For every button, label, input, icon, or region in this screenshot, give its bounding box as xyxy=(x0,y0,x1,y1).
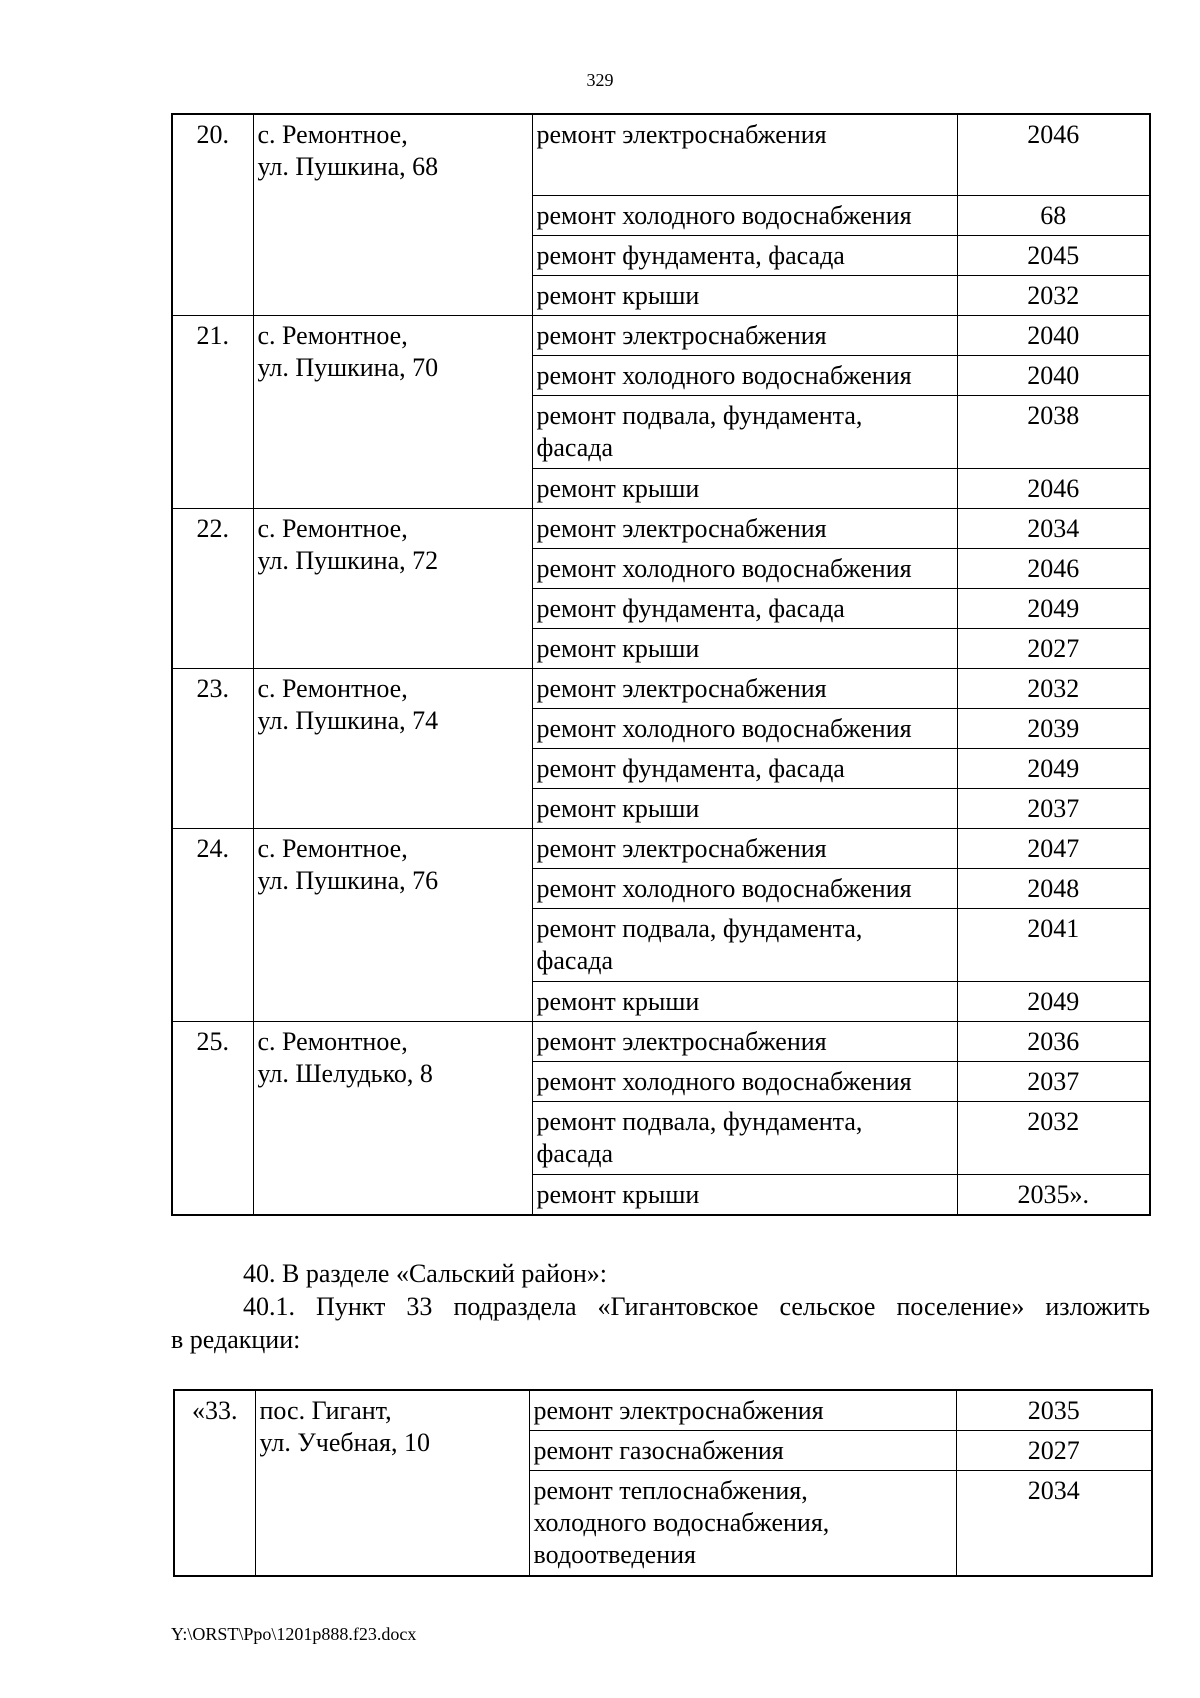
item-number-cell xyxy=(172,828,253,1021)
year-cell xyxy=(957,788,1150,828)
year-value: 2045 xyxy=(1027,240,1080,270)
item-number: 20. xyxy=(196,120,229,149)
work-type-cell xyxy=(532,468,957,508)
year-cell xyxy=(957,315,1150,355)
year-cell xyxy=(957,195,1150,235)
work-type-cell xyxy=(532,235,957,275)
work-type-text: ремонт газоснабжения xyxy=(533,1436,784,1465)
work-type-cell xyxy=(532,588,957,628)
main-table xyxy=(171,113,1151,1216)
file-path-footer: Y:\ORST\Ppo\1201p888.f23.docx xyxy=(171,1624,417,1644)
year-cell xyxy=(957,868,1150,908)
address-locality: с. Ремонтное, xyxy=(257,513,408,543)
address-locality: с. Ремонтное, xyxy=(257,120,408,149)
year-value: 2036 xyxy=(1027,1026,1080,1056)
year-cell xyxy=(957,395,1150,468)
work-type-text: ремонт крыши xyxy=(536,1179,700,1209)
work-type-cell xyxy=(532,1101,957,1174)
work-type-cell xyxy=(532,195,957,235)
replacement-table xyxy=(173,1389,1153,1577)
year-cell xyxy=(957,1101,1150,1174)
year-value: 2027 xyxy=(1027,1436,1080,1465)
year-cell xyxy=(956,1431,1152,1471)
year-cell xyxy=(957,355,1150,395)
address-street: ул. Пушкина, 72 xyxy=(257,545,439,575)
year-value: 2040 xyxy=(1027,320,1080,350)
year-cell xyxy=(957,708,1150,748)
item-number-cell xyxy=(172,114,253,315)
address-street: ул. Шелудько, 8 xyxy=(257,1058,433,1088)
table-row xyxy=(172,1021,1150,1061)
work-type-text: ремонт электроснабжения xyxy=(533,1396,824,1425)
item-number: 21. xyxy=(196,320,229,350)
year-cell xyxy=(956,1471,1152,1576)
address-cell xyxy=(255,1390,529,1576)
address-locality: с. Ремонтное, xyxy=(257,833,408,863)
address-street: ул. Учебная, 10 xyxy=(259,1428,430,1457)
year-value: 2038 xyxy=(1027,400,1080,430)
year-value: 2046 xyxy=(1027,473,1080,503)
work-type-text: ремонт фундамента, фасада xyxy=(536,240,845,270)
work-type-text: ремонт крыши xyxy=(536,986,700,1016)
year-value: 2032 xyxy=(1027,280,1080,310)
year-cell xyxy=(957,588,1150,628)
year-value: 2046 xyxy=(1027,120,1080,149)
year-cell xyxy=(956,1390,1152,1431)
table-row xyxy=(172,508,1150,548)
year-cell xyxy=(957,468,1150,508)
address-street: ул. Пушкина, 68 xyxy=(257,152,439,181)
table-row xyxy=(172,828,1150,868)
year-cell xyxy=(957,908,1150,981)
year-value: 2040 xyxy=(1027,360,1080,390)
year-cell xyxy=(957,548,1150,588)
year-value: 2034 xyxy=(1027,1476,1080,1505)
work-type-text: ремонт электроснабжения xyxy=(536,320,827,350)
year-cell xyxy=(957,1174,1150,1215)
year-value: 2049 xyxy=(1027,593,1080,623)
work-type-text: ремонт теплоснабжения, xyxy=(533,1476,808,1505)
work-type-text: ремонт холодного водоснабжения xyxy=(536,360,912,390)
work-type-text: ремонт электроснабжения xyxy=(536,1026,827,1056)
year-value: 2037 xyxy=(1027,793,1080,823)
work-type-cell xyxy=(532,1021,957,1061)
year-cell xyxy=(957,981,1150,1021)
address-cell xyxy=(253,1021,532,1215)
work-type-cell xyxy=(532,628,957,668)
year-value: 2034 xyxy=(1027,513,1080,543)
item-number: «33. xyxy=(192,1396,238,1425)
item-number-cell xyxy=(174,1390,255,1576)
work-type-cell xyxy=(529,1390,956,1431)
work-type-text: ремонт холодного водоснабжения xyxy=(536,200,912,230)
address-cell xyxy=(253,828,532,1021)
work-type-text: ремонт крыши xyxy=(536,280,700,310)
year-cell xyxy=(957,1021,1150,1061)
work-type-cell xyxy=(532,708,957,748)
item-number: 25. xyxy=(196,1026,229,1056)
work-type-cell xyxy=(532,908,957,981)
address-locality: с. Ремонтное, xyxy=(257,1026,408,1056)
year-value: 2048 xyxy=(1027,873,1080,903)
work-type-text: ремонт холодного водоснабжения xyxy=(536,1066,912,1096)
table-row xyxy=(172,114,1150,195)
address-cell xyxy=(253,508,532,668)
work-type-cell xyxy=(532,981,957,1021)
year-cell xyxy=(957,235,1150,275)
year-value: 2027 xyxy=(1027,633,1080,663)
year-value: 2032 xyxy=(1027,1106,1080,1136)
year-cell xyxy=(957,668,1150,708)
year-value: 2035». xyxy=(1017,1179,1089,1209)
item-number: 23. xyxy=(196,673,229,703)
work-type-cell xyxy=(532,395,957,468)
year-cell xyxy=(957,628,1150,668)
work-type-text: ремонт фундамента, фасада xyxy=(536,753,845,783)
address-street: ул. Пушкина, 76 xyxy=(257,865,439,895)
address-cell xyxy=(253,668,532,828)
work-type-text: ремонт крыши xyxy=(536,793,700,823)
year-cell xyxy=(957,1061,1150,1101)
address-locality: с. Ремонтное, xyxy=(257,673,408,703)
work-type-text: ремонт холодного водоснабжения xyxy=(536,553,912,583)
work-type-text: водоотведения xyxy=(533,1540,696,1569)
work-type-text: ремонт электроснабжения xyxy=(536,513,827,543)
year-value: 2039 xyxy=(1027,713,1080,743)
year-cell xyxy=(957,748,1150,788)
year-value: 2041 xyxy=(1027,913,1080,943)
work-type-text: холодного водоснабжения, xyxy=(533,1508,830,1537)
year-value: 2035 xyxy=(1027,1396,1080,1425)
item-number-cell xyxy=(172,668,253,828)
item-number-cell xyxy=(172,1021,253,1215)
work-type-cell xyxy=(532,315,957,355)
instruction-paragraph-continuation: в редакции: xyxy=(171,1325,301,1354)
work-type-cell xyxy=(532,828,957,868)
year-cell xyxy=(957,114,1150,195)
table-row xyxy=(172,668,1150,708)
year-value: 2037 xyxy=(1027,1066,1080,1096)
year-cell xyxy=(957,508,1150,548)
work-type-cell xyxy=(532,275,957,315)
table-row xyxy=(172,315,1150,355)
work-type-text: ремонт подвала, фундамента, xyxy=(536,400,863,430)
work-type-cell xyxy=(529,1471,956,1576)
work-type-text: фасада xyxy=(536,945,614,975)
instruction-paragraph: 40.1. Пункт 33 подраздела «Гигантовское сельское поселение» изложить xyxy=(243,1292,1150,1321)
address-cell xyxy=(253,315,532,508)
address-street: ул. Пушкина, 74 xyxy=(257,705,439,735)
work-type-cell xyxy=(532,748,957,788)
year-value: 2032 xyxy=(1027,673,1080,703)
work-type-text: ремонт холодного водоснабжения xyxy=(536,713,912,743)
item-number: 24. xyxy=(196,833,229,863)
year-value: 68 xyxy=(1040,200,1067,230)
work-type-text: ремонт электроснабжения xyxy=(536,673,827,703)
work-type-text: фасада xyxy=(536,432,614,462)
year-value: 2047 xyxy=(1027,833,1080,863)
year-cell xyxy=(957,828,1150,868)
address-locality: пос. Гигант, xyxy=(259,1396,392,1425)
address-street: ул. Пушкина, 70 xyxy=(257,352,439,382)
year-cell xyxy=(957,275,1150,315)
work-type-cell xyxy=(532,508,957,548)
table-row xyxy=(174,1390,1152,1431)
work-type-text: ремонт фундамента, фасада xyxy=(536,593,845,623)
work-type-cell xyxy=(532,548,957,588)
address-cell xyxy=(253,114,532,315)
address-locality: с. Ремонтное, xyxy=(257,320,408,350)
work-type-text: ремонт крыши xyxy=(536,473,700,503)
work-type-cell xyxy=(532,668,957,708)
work-type-text: ремонт электроснабжения xyxy=(536,120,827,149)
work-type-text: ремонт подвала, фундамента, xyxy=(536,1106,863,1136)
work-type-cell xyxy=(532,1061,957,1101)
work-type-text: ремонт электроснабжения xyxy=(536,833,827,863)
work-type-text: ремонт крыши xyxy=(536,633,700,663)
work-type-cell xyxy=(532,355,957,395)
work-type-cell xyxy=(532,114,957,195)
item-number: 22. xyxy=(196,513,229,543)
item-number-cell xyxy=(172,508,253,668)
work-type-cell xyxy=(532,868,957,908)
year-value: 2049 xyxy=(1027,986,1080,1016)
work-type-cell xyxy=(529,1431,956,1471)
work-type-text: ремонт холодного водоснабжения xyxy=(536,873,912,903)
item-number-cell xyxy=(172,315,253,508)
section-paragraph: 40. В разделе «Сальский район»: xyxy=(243,1259,607,1288)
work-type-cell xyxy=(532,788,957,828)
work-type-text: фасада xyxy=(536,1138,614,1168)
work-type-cell xyxy=(532,1174,957,1215)
year-value: 2049 xyxy=(1027,753,1080,783)
work-type-text: ремонт подвала, фундамента, xyxy=(536,913,863,943)
year-value: 2046 xyxy=(1027,553,1080,583)
page-number: 329 xyxy=(586,70,614,90)
